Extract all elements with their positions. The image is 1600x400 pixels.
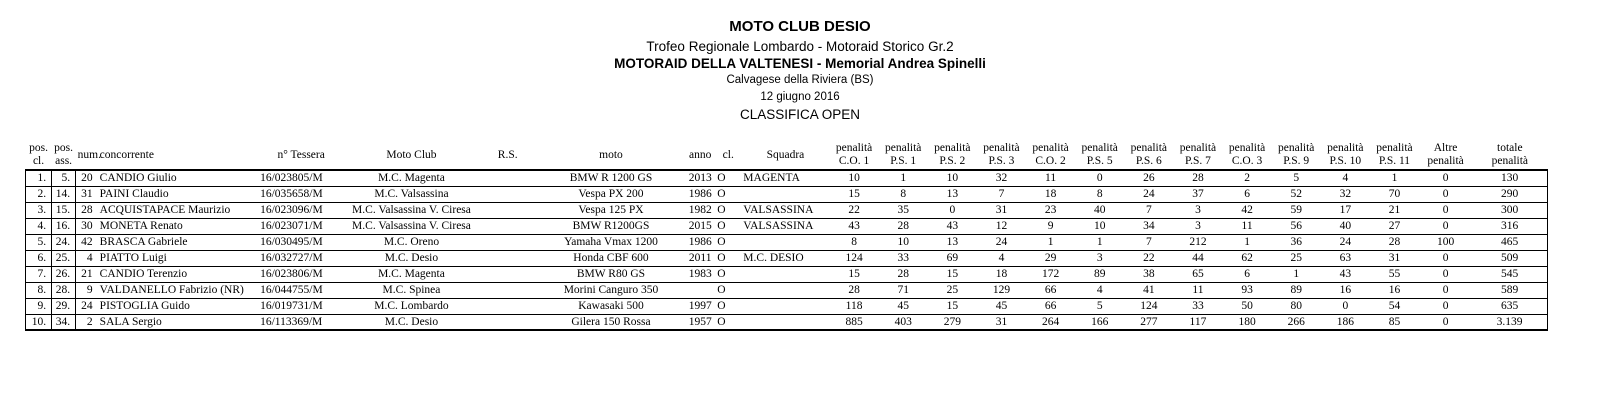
cell-co2: 18: [1026, 186, 1075, 202]
cell-ps9: 80: [1272, 298, 1321, 314]
cell-ps2: 279: [928, 314, 977, 330]
cell-rs: [479, 202, 537, 218]
cell-totale: 589: [1472, 282, 1547, 298]
cell-altre: 0: [1419, 202, 1472, 218]
col-header-moto-club: Moto Club: [386, 148, 437, 161]
cell-ps10: 16: [1321, 282, 1370, 298]
cell-co1: 10: [830, 170, 879, 186]
col-header-co2: penalità C.O. 2: [1032, 142, 1069, 167]
cell-moto-club: M.C. Desio: [344, 314, 478, 330]
cell-anno: 1986: [685, 234, 715, 250]
document-header: [0, 18, 1600, 123]
cell-totale: 3.139: [1472, 314, 1547, 330]
table-row: [26, 234, 1548, 250]
cell-ps6: 22: [1124, 250, 1173, 266]
cell-ps1: 28: [879, 266, 928, 282]
cell-altre: 0: [1419, 170, 1472, 186]
col-header-ps6: penalità P.S. 6: [1130, 142, 1168, 167]
cell-ps9: 56: [1272, 218, 1321, 234]
cell-ps9: 59: [1272, 202, 1321, 218]
cell-co1: 8: [830, 234, 879, 250]
cell-ps7: 117: [1173, 314, 1222, 330]
cell-squadra: [741, 266, 829, 282]
cell-anno: [685, 282, 715, 298]
table-header-row: [26, 142, 1548, 170]
cell-ps7: 33: [1173, 298, 1222, 314]
cell-pos-cl: 9.: [26, 298, 52, 314]
cell-ps1: 28: [879, 218, 928, 234]
cell-ps5: 4: [1075, 282, 1124, 298]
cell-ps6: 7: [1124, 234, 1173, 250]
table-row: [26, 298, 1548, 314]
cell-moto: Vespa PX 200: [537, 186, 685, 202]
cell-totale: 300: [1472, 202, 1547, 218]
cell-totale: 635: [1472, 298, 1547, 314]
table-row: [26, 218, 1548, 234]
cell-ps9: 36: [1272, 234, 1321, 250]
cell-ps11: 70: [1370, 186, 1419, 202]
cell-cl: O: [715, 202, 741, 218]
cell-co2: 9: [1026, 218, 1075, 234]
cell-ps7: 28: [1173, 170, 1222, 186]
cell-ps11: 27: [1370, 218, 1419, 234]
cell-altre: 0: [1419, 314, 1472, 330]
cell-pos-ass: 24.: [52, 234, 76, 250]
cell-moto: BMW R 1200 GS: [537, 170, 685, 186]
col-header-pos-cl: pos. cl.: [29, 142, 48, 167]
col-header-pos-ass: pos. ass.: [54, 142, 74, 167]
table-row: [26, 170, 1548, 186]
cell-ps3: 45: [977, 298, 1026, 314]
cell-concorrente: PISTOGLIA Guido: [98, 298, 258, 314]
cell-cl: O: [715, 250, 741, 266]
cell-co3: 6: [1223, 266, 1272, 282]
cell-co3: 1: [1223, 234, 1272, 250]
col-header-ps10: penalità P.S. 10: [1327, 142, 1364, 167]
cell-ps10: 17: [1321, 202, 1370, 218]
cell-num: 21: [76, 266, 98, 282]
cell-ps6: 38: [1124, 266, 1173, 282]
cell-ps10: 4: [1321, 170, 1370, 186]
cell-rs: [479, 218, 537, 234]
col-header-num: num.: [77, 148, 101, 161]
cell-rs: [479, 314, 537, 330]
cell-pos-cl: 3.: [26, 202, 52, 218]
cell-anno: 1957: [685, 314, 715, 330]
cell-concorrente: CANDIO Terenzio: [98, 266, 258, 282]
col-header-ps1: penalità P.S. 1: [885, 142, 922, 167]
cell-moto: Honda CBF 600: [537, 250, 685, 266]
cell-squadra: MAGENTA: [741, 170, 829, 186]
cell-tessera: 16/023071/M: [258, 218, 344, 234]
col-header-anno: anno: [689, 148, 712, 161]
cell-co3: 50: [1223, 298, 1272, 314]
cell-moto: BMW R80 GS: [537, 266, 685, 282]
cell-ps3: 24: [977, 234, 1026, 250]
cell-rs: [479, 234, 537, 250]
cell-concorrente: BRASCA Gabriele: [98, 234, 258, 250]
cell-anno: 2015: [685, 218, 715, 234]
cell-num: 28: [76, 202, 98, 218]
cell-altre: 100: [1419, 234, 1472, 250]
cell-rs: [479, 250, 537, 266]
cell-moto-club: M.C. Oreno: [344, 234, 478, 250]
cell-squadra: M.C. DESIO: [741, 250, 829, 266]
cell-num: 2: [76, 314, 98, 330]
cell-ps7: 212: [1173, 234, 1222, 250]
col-header-ps9: penalità P.S. 9: [1278, 142, 1315, 167]
cell-pos-cl: 4.: [26, 218, 52, 234]
cell-concorrente: SALA Sergio: [98, 314, 258, 330]
cell-ps9: 266: [1272, 314, 1321, 330]
cell-ps9: 52: [1272, 186, 1321, 202]
col-header-altre: Altre penalità: [1427, 142, 1464, 167]
cell-altre: 0: [1419, 266, 1472, 282]
cell-co3: 62: [1223, 250, 1272, 266]
cell-co2: 29: [1026, 250, 1075, 266]
trophy-name: Trofeo Regionale Lombardo - Motoraid Storico Gr.2: [646, 39, 954, 54]
cell-squadra: VALSASSINA: [741, 202, 829, 218]
cell-totale: 509: [1472, 250, 1547, 266]
cell-pos-ass: 26.: [52, 266, 76, 282]
cell-squadra: [741, 234, 829, 250]
cell-ps9: 1: [1272, 266, 1321, 282]
cell-co2: 23: [1026, 202, 1075, 218]
cell-altre: 0: [1419, 186, 1472, 202]
cell-ps2: 15: [928, 298, 977, 314]
cell-tessera: 16/113369/M: [258, 314, 344, 330]
cell-co1: 15: [830, 266, 879, 282]
col-header-ps11: penalità P.S. 11: [1376, 142, 1413, 167]
cell-co1: 124: [830, 250, 879, 266]
cell-moto: Morini Canguro 350: [537, 282, 685, 298]
cell-moto-club: M.C. Valsassina V. Ciresa: [344, 202, 478, 218]
table-row: [26, 202, 1548, 218]
cell-tessera: 16/030495/M: [258, 234, 344, 250]
cell-pos-cl: 8.: [26, 282, 52, 298]
cell-ps10: 32: [1321, 186, 1370, 202]
cell-pos-cl: 7.: [26, 266, 52, 282]
cell-num: 4: [76, 250, 98, 266]
cell-ps2: 15: [928, 266, 977, 282]
cell-ps2: 25: [928, 282, 977, 298]
cell-ps5: 166: [1075, 314, 1124, 330]
cell-co1: 15: [830, 186, 879, 202]
cell-ps6: 7: [1124, 202, 1173, 218]
cell-tessera: 16/023096/M: [258, 202, 344, 218]
cell-ps6: 26: [1124, 170, 1173, 186]
cell-ps2: 0: [928, 202, 977, 218]
col-header-ps7: penalità P.S. 7: [1179, 142, 1217, 167]
cell-num: 31: [76, 186, 98, 202]
col-header-ps2: penalità P.S. 2: [934, 142, 971, 167]
cell-moto-club: M.C. Lombardo: [344, 298, 478, 314]
results-table: [25, 142, 1548, 331]
table-row: [26, 186, 1548, 202]
cell-tessera: 16/023805/M: [258, 170, 344, 186]
cell-rs: [479, 186, 537, 202]
cell-ps2: 43: [928, 218, 977, 234]
cell-ps11: 85: [1370, 314, 1419, 330]
cell-num: 42: [76, 234, 98, 250]
cell-ps5: 0: [1075, 170, 1124, 186]
table-row: [26, 266, 1548, 282]
cell-pos-ass: 34.: [52, 314, 76, 330]
col-header-concorrente: concorrente: [99, 148, 154, 161]
cell-ps11: 55: [1370, 266, 1419, 282]
cell-ps1: 8: [879, 186, 928, 202]
cell-moto-club: M.C. Valsassina V. Ciresa: [344, 218, 478, 234]
cell-co2: 172: [1026, 266, 1075, 282]
col-header-ps3: penalità P.S. 3: [983, 142, 1020, 167]
cell-altre: 0: [1419, 218, 1472, 234]
cell-squadra: [741, 186, 829, 202]
cell-anno: 1986: [685, 186, 715, 202]
cell-tessera: 16/032727/M: [258, 250, 344, 266]
cell-concorrente: VALDANELLO Fabrizio (NR): [98, 282, 258, 298]
table-row: [26, 250, 1548, 266]
col-header-rs: R.S.: [497, 148, 518, 161]
cell-pos-cl: 2.: [26, 186, 52, 202]
cell-ps11: 28: [1370, 234, 1419, 250]
club-title: MOTO CLUB DESIO: [729, 18, 871, 35]
cell-pos-ass: 16.: [52, 218, 76, 234]
cell-ps10: 0: [1321, 298, 1370, 314]
cell-anno: 1983: [685, 266, 715, 282]
cell-ps3: 31: [977, 202, 1026, 218]
cell-ps10: 186: [1321, 314, 1370, 330]
cell-ps1: 33: [879, 250, 928, 266]
cell-pos-cl: 1.: [26, 170, 52, 186]
cell-ps3: 7: [977, 186, 1026, 202]
cell-co2: 1: [1026, 234, 1075, 250]
cell-concorrente: MONETA Renato: [98, 218, 258, 234]
cell-rs: [479, 298, 537, 314]
cell-concorrente: CANDIO Giulio: [98, 170, 258, 186]
cell-concorrente: ACQUISTAPACE Maurizio: [98, 202, 258, 218]
cell-rs: [479, 170, 537, 186]
cell-moto: Vespa 125 PX: [537, 202, 685, 218]
cell-cl: O: [715, 298, 741, 314]
cell-ps7: 3: [1173, 202, 1222, 218]
cell-anno: 2011: [685, 250, 715, 266]
cell-co1: 22: [830, 202, 879, 218]
cell-ps3: 32: [977, 170, 1026, 186]
cell-pos-ass: 29.: [52, 298, 76, 314]
cell-ps11: 54: [1370, 298, 1419, 314]
cell-ps10: 40: [1321, 218, 1370, 234]
cell-anno: 1982: [685, 202, 715, 218]
cell-totale: 545: [1472, 266, 1547, 282]
cell-pos-cl: 6.: [26, 250, 52, 266]
cell-totale: 130: [1472, 170, 1547, 186]
cell-co3: 180: [1223, 314, 1272, 330]
cell-ps1: 1: [879, 170, 928, 186]
cell-pos-ass: 14.: [52, 186, 76, 202]
cell-co1: 118: [830, 298, 879, 314]
cell-ps7: 37: [1173, 186, 1222, 202]
cell-cl: O: [715, 218, 741, 234]
cell-pos-cl: 10.: [26, 314, 52, 330]
col-header-tessera: n° Tessera: [277, 148, 325, 161]
cell-ps5: 89: [1075, 266, 1124, 282]
cell-pos-ass: 5.: [52, 170, 76, 186]
cell-co3: 11: [1223, 218, 1272, 234]
cell-ps2: 13: [928, 186, 977, 202]
cell-altre: 0: [1419, 250, 1472, 266]
cell-ps5: 10: [1075, 218, 1124, 234]
col-header-co3: penalità C.O. 3: [1228, 142, 1266, 167]
cell-pos-ass: 15.: [52, 202, 76, 218]
cell-cl: O: [715, 266, 741, 282]
cell-pos-ass: 28.: [52, 282, 76, 298]
cell-cl: O: [715, 234, 741, 250]
cell-ps2: 13: [928, 234, 977, 250]
cell-ps5: 1: [1075, 234, 1124, 250]
cell-tessera: 16/044755/M: [258, 282, 344, 298]
cell-ps7: 11: [1173, 282, 1222, 298]
cell-squadra: [741, 314, 829, 330]
cell-moto-club: M.C. Valsassina: [344, 186, 478, 202]
cell-ps1: 45: [879, 298, 928, 314]
cell-tessera: 16/035658/M: [258, 186, 344, 202]
event-name: MOTORAID DELLA VALTENESI - Memorial Andrea Spinelli: [614, 56, 986, 71]
cell-moto-club: M.C. Magenta: [344, 266, 478, 282]
cell-moto: Kawasaki 500: [537, 298, 685, 314]
cell-ps11: 1: [1370, 170, 1419, 186]
cell-ps3: 129: [977, 282, 1026, 298]
cell-ps5: 3: [1075, 250, 1124, 266]
cell-anno: 1997: [685, 298, 715, 314]
cell-cl: O: [715, 170, 741, 186]
cell-ps1: 10: [879, 234, 928, 250]
table-row: [26, 282, 1548, 298]
col-header-co1: penalità C.O. 1: [835, 142, 873, 167]
cell-rs: [479, 282, 537, 298]
cell-cl: O: [715, 282, 741, 298]
cell-moto: Yamaha Vmax 1200: [537, 234, 685, 250]
cell-cl: O: [715, 186, 741, 202]
cell-moto: BMW R1200GS: [537, 218, 685, 234]
cell-co2: 66: [1026, 298, 1075, 314]
cell-co2: 66: [1026, 282, 1075, 298]
cell-ps6: 24: [1124, 186, 1173, 202]
cell-squadra: VALSASSINA: [741, 218, 829, 234]
cell-co3: 93: [1223, 282, 1272, 298]
results-body: [26, 170, 1548, 330]
cell-ps6: 41: [1124, 282, 1173, 298]
cell-ps11: 21: [1370, 202, 1419, 218]
cell-moto-club: M.C. Desio: [344, 250, 478, 266]
cell-co1: 28: [830, 282, 879, 298]
cell-pos-cl: 5.: [26, 234, 52, 250]
cell-ps2: 69: [928, 250, 977, 266]
cell-ps11: 31: [1370, 250, 1419, 266]
cell-moto: Gilera 150 Rossa: [537, 314, 685, 330]
col-header-ps5: penalità P.S. 5: [1081, 142, 1118, 167]
cell-totale: 465: [1472, 234, 1547, 250]
cell-ps5: 40: [1075, 202, 1124, 218]
cell-tessera: 16/019731/M: [258, 298, 344, 314]
cell-ps9: 25: [1272, 250, 1321, 266]
cell-ps1: 403: [879, 314, 928, 330]
col-header-totale: totale penalità: [1491, 142, 1529, 167]
cell-ps9: 5: [1272, 170, 1321, 186]
cell-ps10: 63: [1321, 250, 1370, 266]
event-place: Calvagese della Riviera (BS): [726, 74, 874, 86]
cell-co2: 264: [1026, 314, 1075, 330]
cell-ps6: 277: [1124, 314, 1173, 330]
cell-ps3: 31: [977, 314, 1026, 330]
cell-concorrente: PAINI Claudio: [98, 186, 258, 202]
cell-ps3: 18: [977, 266, 1026, 282]
col-header-moto: moto: [599, 148, 623, 161]
col-header-cl: cl.: [722, 148, 734, 161]
cell-concorrente: PIATTO Luigi: [98, 250, 258, 266]
classification-title: CLASSIFICA OPEN: [739, 107, 861, 122]
cell-moto-club: M.C. Magenta: [344, 170, 478, 186]
cell-co1: 43: [830, 218, 879, 234]
cell-ps1: 71: [879, 282, 928, 298]
cell-num: 30: [76, 218, 98, 234]
cell-tessera: 16/023806/M: [258, 266, 344, 282]
cell-anno: 2013: [685, 170, 715, 186]
event-date: 12 giugno 2016: [760, 91, 840, 103]
cell-ps11: 16: [1370, 282, 1419, 298]
cell-ps3: 12: [977, 218, 1026, 234]
cell-ps1: 35: [879, 202, 928, 218]
cell-totale: 290: [1472, 186, 1547, 202]
cell-num: 9: [76, 282, 98, 298]
cell-moto-club: M.C. Spinea: [344, 282, 478, 298]
cell-pos-ass: 25.: [52, 250, 76, 266]
cell-co2: 11: [1026, 170, 1075, 186]
cell-co1: 885: [830, 314, 879, 330]
cell-squadra: [741, 282, 829, 298]
cell-ps7: 44: [1173, 250, 1222, 266]
cell-totale: 316: [1472, 218, 1547, 234]
cell-ps9: 89: [1272, 282, 1321, 298]
cell-ps6: 124: [1124, 298, 1173, 314]
cell-ps7: 3: [1173, 218, 1222, 234]
cell-co3: 2: [1223, 170, 1272, 186]
cell-ps2: 10: [928, 170, 977, 186]
table-row: [26, 314, 1548, 330]
cell-altre: 0: [1419, 298, 1472, 314]
cell-ps7: 65: [1173, 266, 1222, 282]
cell-co3: 6: [1223, 186, 1272, 202]
cell-ps3: 4: [977, 250, 1026, 266]
cell-num: 20: [76, 170, 98, 186]
cell-ps10: 24: [1321, 234, 1370, 250]
cell-ps10: 43: [1321, 266, 1370, 282]
cell-num: 24: [76, 298, 98, 314]
cell-ps6: 34: [1124, 218, 1173, 234]
col-header-squadra: Squadra: [766, 148, 805, 161]
cell-altre: 0: [1419, 282, 1472, 298]
cell-rs: [479, 266, 537, 282]
cell-squadra: [741, 298, 829, 314]
cell-ps5: 8: [1075, 186, 1124, 202]
cell-cl: O: [715, 314, 741, 330]
cell-ps5: 5: [1075, 298, 1124, 314]
cell-co3: 42: [1223, 202, 1272, 218]
